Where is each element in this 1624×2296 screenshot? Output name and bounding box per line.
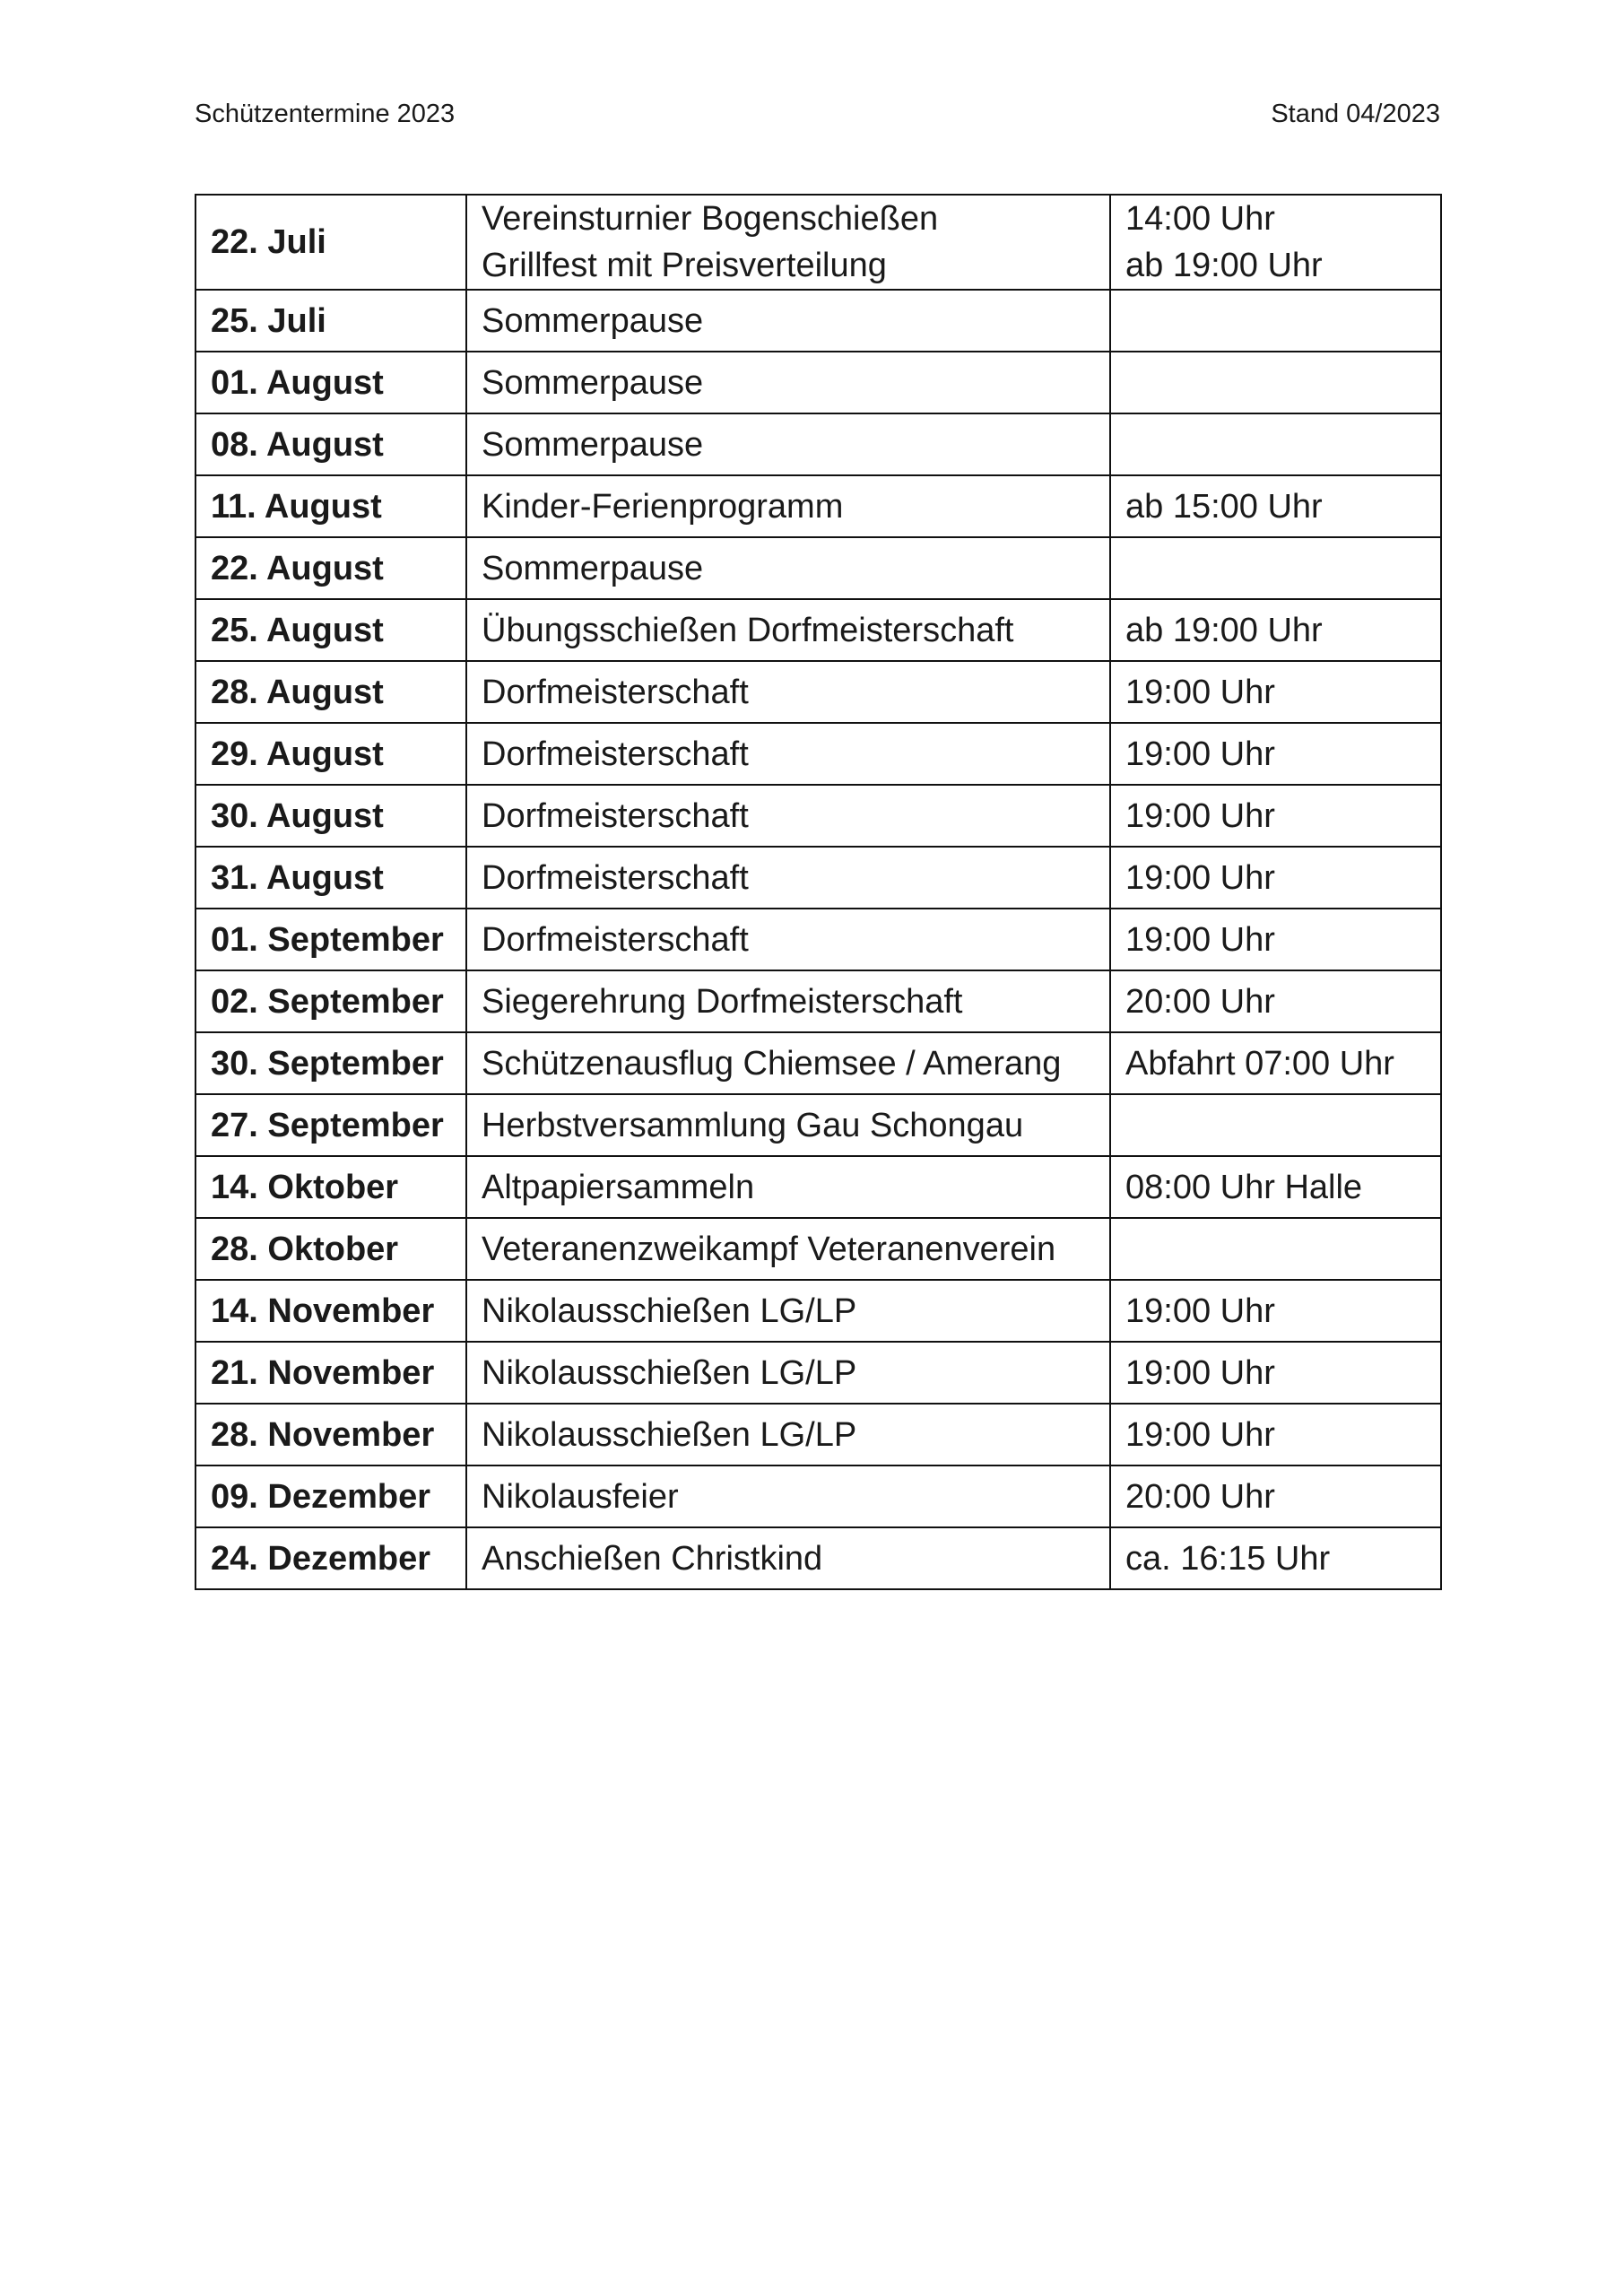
date-cell: 21. November xyxy=(195,1342,466,1404)
time-text: ab 15:00 Uhr xyxy=(1125,487,1323,526)
time-text: 19:00 Uhr xyxy=(1125,735,1275,773)
time-cell xyxy=(1110,1032,1441,1094)
event-text: Sommerpause xyxy=(482,549,704,587)
time-text: Abfahrt 07:00 Uhr xyxy=(1125,1044,1394,1083)
table-row xyxy=(195,970,1441,1032)
date-cell: 25. August xyxy=(195,599,466,661)
time-text: 14:00 Uhr xyxy=(1125,200,1275,238)
table-row xyxy=(195,723,1441,785)
time-cell xyxy=(1110,1280,1441,1342)
time-cell xyxy=(1110,1527,1441,1589)
date-cell: 31. August xyxy=(195,847,466,909)
date-cell: 11. August xyxy=(195,475,466,537)
table-row xyxy=(195,1527,1441,1589)
time-cell xyxy=(1110,352,1441,413)
date-cell: 24. Dezember xyxy=(195,1527,466,1589)
event-text: Nikolausfeier xyxy=(482,1477,679,1516)
event-cell xyxy=(466,847,1110,909)
time-cell xyxy=(1110,723,1441,785)
date-cell: 14. November xyxy=(195,1280,466,1342)
time-cell xyxy=(1110,290,1441,352)
table-row xyxy=(195,475,1441,537)
time-cell xyxy=(1110,537,1441,599)
table-row xyxy=(195,1094,1441,1156)
table-row xyxy=(195,413,1441,475)
event-cell xyxy=(466,1527,1110,1589)
table-row xyxy=(195,195,1441,290)
event-cell xyxy=(466,723,1110,785)
date-cell: 30. August xyxy=(195,785,466,847)
time-text: 19:00 Uhr xyxy=(1125,1292,1275,1330)
event-text: Nikolausschießen LG/LP xyxy=(482,1415,857,1454)
table-row xyxy=(195,1280,1441,1342)
time-cell xyxy=(1110,1465,1441,1527)
time-cell xyxy=(1110,599,1441,661)
time-cell xyxy=(1110,1156,1441,1218)
event-text: Sommerpause xyxy=(482,425,704,464)
date-cell: 28. November xyxy=(195,1404,466,1465)
event-text: Siegerehrung Dorfmeisterschaft xyxy=(482,982,963,1021)
time-text: 19:00 Uhr xyxy=(1125,673,1275,711)
date-cell: 09. Dezember xyxy=(195,1465,466,1527)
event-cell xyxy=(466,1342,1110,1404)
date-cell: 01. August xyxy=(195,352,466,413)
event-cell xyxy=(466,661,1110,723)
time-cell xyxy=(1110,195,1441,290)
time-text: ab 19:00 Uhr xyxy=(1125,247,1323,284)
event-text: Sommerpause xyxy=(482,301,704,340)
time-cell xyxy=(1110,1404,1441,1465)
table-row xyxy=(195,1032,1441,1094)
table-row xyxy=(195,1342,1441,1404)
event-cell xyxy=(466,909,1110,970)
event-text: Sommerpause xyxy=(482,363,704,402)
table-row xyxy=(195,1156,1441,1218)
event-cell xyxy=(466,290,1110,352)
event-cell xyxy=(466,1404,1110,1465)
event-text: Kinder-Ferienprogramm xyxy=(482,487,844,526)
time-cell xyxy=(1110,847,1441,909)
time-cell xyxy=(1110,1094,1441,1156)
table-row xyxy=(195,537,1441,599)
schedule-table xyxy=(195,194,1442,1590)
time-text: ab 19:00 Uhr xyxy=(1125,611,1323,649)
time-text: 08:00 Uhr Halle xyxy=(1125,1168,1363,1206)
event-cell xyxy=(466,599,1110,661)
date-cell: 29. August xyxy=(195,723,466,785)
time-cell xyxy=(1110,785,1441,847)
time-text: 19:00 Uhr xyxy=(1125,920,1275,959)
event-text: Nikolausschießen LG/LP xyxy=(482,1353,857,1392)
time-cell xyxy=(1110,970,1441,1032)
event-text: Veteranenzweikampf Veteranenverein xyxy=(482,1230,1056,1268)
time-cell xyxy=(1110,909,1441,970)
date-cell: 30. September xyxy=(195,1032,466,1094)
event-cell xyxy=(466,1094,1110,1156)
date-cell: 27. September xyxy=(195,1094,466,1156)
table-row xyxy=(195,290,1441,352)
event-cell xyxy=(466,1156,1110,1218)
event-text: Dorfmeisterschaft xyxy=(482,920,749,959)
date-cell: 14. Oktober xyxy=(195,1156,466,1218)
event-cell xyxy=(466,537,1110,599)
event-cell xyxy=(466,352,1110,413)
time-cell xyxy=(1110,1218,1441,1280)
time-text: 19:00 Uhr xyxy=(1125,1353,1275,1392)
event-cell xyxy=(466,1465,1110,1527)
event-text: Übungsschießen Dorfmeisterschaft xyxy=(482,611,1014,649)
document-version: Stand 04/2023 xyxy=(1271,100,1440,128)
time-cell xyxy=(1110,413,1441,475)
table-row xyxy=(195,1404,1441,1465)
time-text: 19:00 Uhr xyxy=(1125,1415,1275,1454)
event-text: Grillfest mit Preisverteilung xyxy=(482,247,887,284)
event-cell xyxy=(466,413,1110,475)
time-text: ca. 16:15 Uhr xyxy=(1125,1539,1331,1578)
date-cell: 22. Juli xyxy=(195,195,466,290)
time-cell xyxy=(1110,1342,1441,1404)
time-text: 20:00 Uhr xyxy=(1125,1477,1275,1516)
schedule-body xyxy=(195,195,1441,1589)
event-text: Vereinsturnier Bogenschießen xyxy=(482,200,939,238)
event-cell xyxy=(466,1218,1110,1280)
time-cell xyxy=(1110,475,1441,537)
table-row xyxy=(195,785,1441,847)
date-cell: 01. September xyxy=(195,909,466,970)
event-cell xyxy=(466,475,1110,537)
date-cell: 28. Oktober xyxy=(195,1218,466,1280)
time-text: 20:00 Uhr xyxy=(1125,982,1275,1021)
event-text: Dorfmeisterschaft xyxy=(482,673,749,711)
table-row xyxy=(195,1218,1441,1280)
event-text: Dorfmeisterschaft xyxy=(482,796,749,835)
page-header xyxy=(195,99,1440,129)
event-text: Dorfmeisterschaft xyxy=(482,735,749,773)
time-cell xyxy=(1110,661,1441,723)
date-cell: 25. Juli xyxy=(195,290,466,352)
event-cell xyxy=(466,1032,1110,1094)
event-text: Dorfmeisterschaft xyxy=(482,858,749,897)
date-cell: 02. September xyxy=(195,970,466,1032)
date-cell: 28. August xyxy=(195,661,466,723)
table-row xyxy=(195,661,1441,723)
time-text: 19:00 Uhr xyxy=(1125,858,1275,897)
table-row xyxy=(195,909,1441,970)
event-text: Anschießen Christkind xyxy=(482,1539,823,1578)
date-cell: 08. August xyxy=(195,413,466,475)
table-row xyxy=(195,352,1441,413)
table-row xyxy=(195,1465,1441,1527)
document-title: Schützentermine 2023 xyxy=(195,100,456,128)
date-cell: 22. August xyxy=(195,537,466,599)
event-text: Herbstversammlung Gau Schongau xyxy=(482,1106,1024,1144)
event-cell xyxy=(466,1280,1110,1342)
event-cell xyxy=(466,785,1110,847)
table-row xyxy=(195,847,1441,909)
event-text: Schützenausflug Chiemsee / Amerang xyxy=(482,1044,1062,1083)
event-text: Nikolausschießen LG/LP xyxy=(482,1292,857,1330)
event-cell xyxy=(466,195,1110,290)
event-cell xyxy=(466,970,1110,1032)
table-row xyxy=(195,599,1441,661)
event-text: Altpapiersammeln xyxy=(482,1168,755,1206)
time-text: 19:00 Uhr xyxy=(1125,796,1275,835)
